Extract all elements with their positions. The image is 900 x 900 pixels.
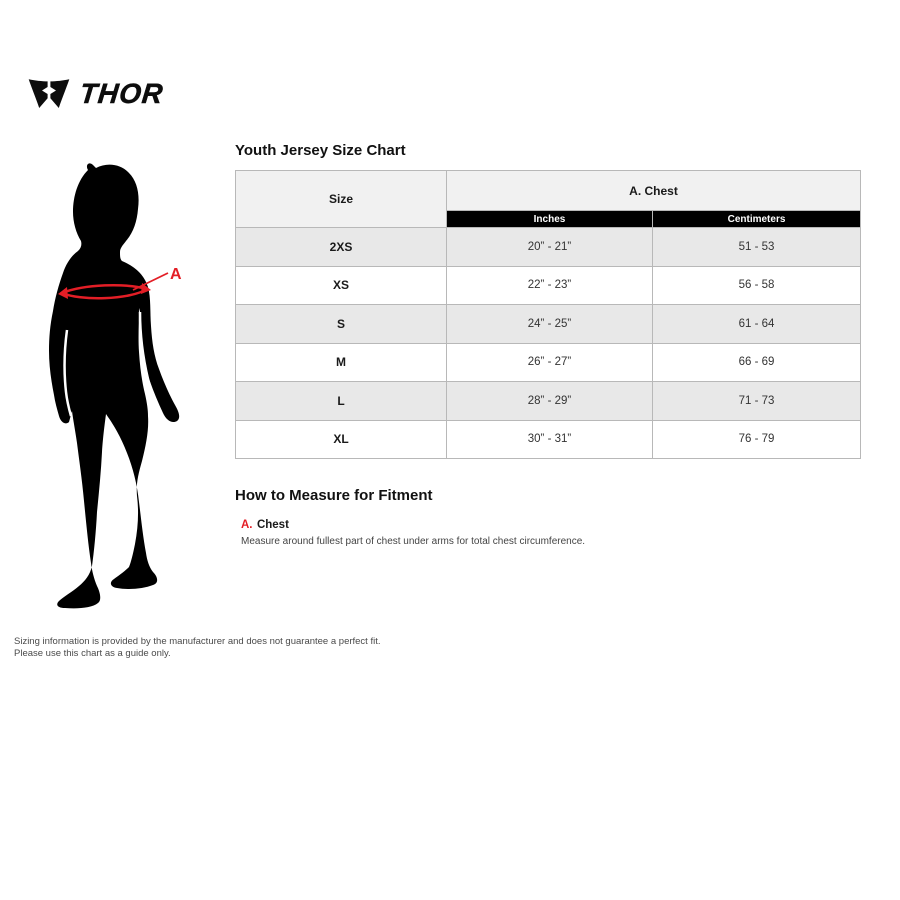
size-cell: L bbox=[236, 382, 447, 421]
measure-guide-title: How to Measure for Fitment bbox=[235, 487, 433, 504]
child-silhouette-figure bbox=[35, 160, 225, 620]
brand-logo bbox=[28, 76, 166, 112]
table-header-row bbox=[236, 171, 861, 211]
measure-item-key: A. bbox=[241, 519, 253, 531]
table-row bbox=[236, 420, 861, 459]
size-cell: S bbox=[236, 305, 447, 344]
size-cell: 2XS bbox=[236, 228, 447, 267]
disclaimer-line-2: Please use this chart as a guide only. bbox=[14, 647, 171, 659]
table-row bbox=[236, 266, 861, 305]
size-cell: XS bbox=[236, 266, 447, 305]
brand-wordmark: THOR bbox=[78, 78, 166, 109]
measure-item-label: Chest bbox=[256, 519, 289, 531]
centimeters-cell: 56 - 58 bbox=[653, 266, 861, 305]
centimeters-unit-header: Centimeters bbox=[653, 211, 861, 228]
centimeters-cell: 61 - 64 bbox=[653, 305, 861, 344]
page-title: Youth Jersey Size Chart bbox=[235, 142, 406, 159]
size-chart-section bbox=[235, 142, 860, 547]
inches-cell: 30” - 31” bbox=[447, 420, 653, 459]
thor-horns-icon bbox=[28, 76, 70, 112]
centimeters-cell: 51 - 53 bbox=[653, 228, 861, 267]
table-row bbox=[236, 382, 861, 421]
child-silhouette bbox=[49, 163, 179, 608]
size-column-header: Size bbox=[236, 171, 447, 228]
centimeters-cell: 71 - 73 bbox=[653, 382, 861, 421]
measure-item-description: Measure around fullest part of chest under arms for total chest circumference. bbox=[241, 536, 586, 547]
measure-marker-label: A bbox=[170, 266, 182, 283]
centimeters-cell: 66 - 69 bbox=[653, 343, 861, 382]
size-chart-table bbox=[235, 170, 861, 459]
chest-group-header: A. Chest bbox=[447, 171, 861, 211]
size-cell: M bbox=[236, 343, 447, 382]
inches-cell: 20” - 21” bbox=[447, 228, 653, 267]
measure-guide-section bbox=[235, 487, 860, 547]
inches-cell: 22” - 23” bbox=[447, 266, 653, 305]
inches-unit-header: Inches bbox=[447, 211, 653, 228]
size-cell: XL bbox=[236, 420, 447, 459]
table-row bbox=[236, 343, 861, 382]
inches-cell: 24” - 25” bbox=[447, 305, 653, 344]
sizing-disclaimer bbox=[14, 636, 381, 659]
measure-guide-item bbox=[241, 515, 860, 547]
table-row bbox=[236, 305, 861, 344]
table-row bbox=[236, 228, 861, 267]
inches-cell: 26” - 27” bbox=[447, 343, 653, 382]
disclaimer-line-1: Sizing information is provided by the manufacturer and does not guarantee a perfect fit. bbox=[14, 636, 381, 647]
centimeters-cell: 76 - 79 bbox=[653, 420, 861, 459]
inches-cell: 28” - 29” bbox=[447, 382, 653, 421]
